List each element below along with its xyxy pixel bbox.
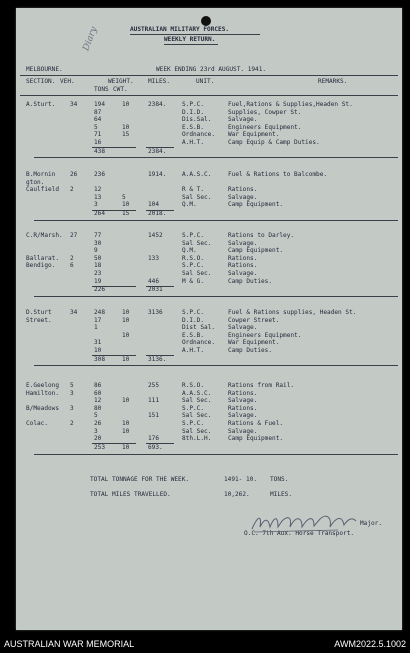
cell-section: D.Sturt [26,309,52,316]
cell-veh: 3 [70,404,74,412]
cell-veh: 3 [70,389,74,397]
col-section: SECTION. [26,78,56,85]
cell-cwt: 10 [122,101,130,108]
subtotal-miles: 3136. [148,355,167,363]
cell-remarks: War Equipment. [228,339,280,347]
return-title: WEEKLY RETURN. [164,36,216,43]
archive-footer [0,636,410,653]
subtotal-cwt: 10 [122,444,130,451]
cell-unit: Ordnance. [182,131,216,139]
cell-remarks: Rations & Fuel. [228,420,284,427]
cell-unit: Q.M. [182,247,197,255]
cell-unit: S.P.C. [182,309,205,316]
cell-remarks: War Equipment. [228,131,280,139]
handwritten-signature [248,511,360,535]
subtotal-tons: 264 [94,210,106,218]
cell-tons: 194 [94,101,106,108]
subtotal-miles: 2384. [148,147,167,155]
cell-tons: 18 [94,262,102,270]
cell-unit: Dist Sal. [182,324,216,332]
cell-tons: 9 [94,247,98,255]
cell-remarks: Salvage. [228,412,258,420]
cell-miles: 3136 [148,309,163,316]
cell-tons: 23 [94,270,102,277]
cell-tons: 236 [94,171,106,178]
document-page [16,8,402,630]
cell-remarks: Supplies, Cowper St. [228,108,302,116]
cell-unit: A.A.S.C. [182,171,212,178]
cell-veh: 26 [70,171,78,178]
cell-unit: A.A.S.C. [182,389,212,397]
cell-cwt: 10 [122,309,130,316]
cell-remarks: Salvage. [228,239,258,247]
cell-remarks: Camp Equip & Camp Duties. [228,139,320,146]
cell-unit: D.I.D. [182,108,205,116]
cell-remarks: Rations. [228,254,258,262]
cell-cwt: 15 [122,131,130,139]
cell-remarks: Fuel,Rations & Supplies,Headen St. [228,101,353,108]
total-miles-label: TOTAL MILES TRAVELLED. [90,491,171,498]
cell-remarks: Camp Duties. [228,277,273,285]
cell-tons: 5 [94,123,98,131]
org-heading: AUSTRALIAN MILITARY FORCES. [130,26,230,33]
subtotal-cwt: 15 [122,210,130,218]
cell-cwt: 10 [122,201,130,209]
cell-veh: 34 [70,101,78,108]
cell-tons: 13 [94,193,102,201]
cell-miles: 1452 [148,232,163,239]
header-rule [20,75,398,76]
cell-tons: 5 [94,412,98,420]
cell-section: Bendigo. [26,262,56,270]
col-unit: UNIT. [196,78,215,85]
cell-section: E.Geelong [26,382,60,389]
cell-unit: Q.M. [182,201,197,209]
cell-tons: 19 [94,277,102,285]
cell-unit: E.S.B. [182,123,205,131]
cell-unit: 8th.L.H. [182,435,212,443]
total-tonnage-value: 1491- 10. [224,476,258,483]
cell-tons: 64 [94,116,102,124]
col-weight: WEIGHT. [108,78,134,85]
cell-cwt: 10 [122,331,130,339]
col-veh: VEH. [60,78,75,85]
cell-tons: 26 [94,420,102,427]
cell-veh: 2 [70,186,74,194]
cell-tons: 10 [94,347,102,354]
section-divider [34,157,398,158]
cell-unit: S.P.C. [182,404,205,412]
cell-tons: 86 [94,382,102,389]
cell-miles: 2384. [148,101,167,108]
cell-unit: D.I.D. [182,316,205,324]
cell-section: C.R/Marsh. [26,232,63,239]
cell-miles: 446 [148,277,160,285]
total-tonnage-label: TOTAL TONNAGE FOR THE WEEK. [90,476,190,483]
cell-cwt: 10 [122,316,130,324]
cell-remarks: Rations. [228,262,258,270]
cell-remarks: Engineers Equipment. [228,331,302,339]
cell-unit: Sal Sec. [182,427,212,435]
cell-unit: M & G. [182,277,205,285]
cell-remarks: Camp Equipment. [228,201,284,209]
subtotal-miles: 2018. [148,210,167,218]
cell-remarks: Salvage. [228,116,258,124]
cell-miles: 104 [148,201,160,209]
cell-miles: 111 [148,397,160,405]
cell-remarks: Salvage. [228,427,258,435]
cell-unit: S.P.C. [182,420,205,427]
cell-unit: S.P.C. [182,101,205,108]
cell-tons: 17 [94,316,102,324]
location: MELBOURNE. [26,66,63,73]
cell-unit: Sal Sec. [182,412,212,420]
cell-remarks: Cowper Street. [228,316,280,324]
cell-unit: R.S.O. [182,254,205,262]
cell-miles: 1914. [148,171,167,178]
section-divider [34,296,398,297]
cell-remarks: Salvage. [228,397,258,405]
cell-remarks: Rations to Darley. [228,232,295,239]
cell-remarks: Rations. [228,404,258,412]
section-divider [34,220,398,221]
cell-tons: 77 [94,232,102,239]
footer-institution: AUSTRALIAN WAR MEMORIAL [4,639,135,649]
cell-unit: S.P.C. [182,262,205,270]
cell-tons: 50 [94,254,102,262]
cell-tons: 12 [94,397,102,405]
cell-tons: 71 [94,131,102,139]
cell-tons: 12 [94,186,102,194]
subtotal-tons: 226 [94,286,106,294]
cell-cwt: 10 [122,123,130,131]
cell-tons: 20 [94,435,102,443]
subtotal-tons: 253 [94,444,106,451]
cell-cwt: 5 [122,193,126,201]
cell-veh: 34 [70,309,78,316]
cell-unit: Ordnance. [182,339,216,347]
subtotal-tons: 308 [94,355,106,363]
cell-remarks: Camp Duties. [228,347,273,354]
cell-remarks: Rations. [228,186,258,194]
cell-remarks: Salvage. [228,324,258,332]
section-divider [34,365,398,366]
cell-veh: 2 [70,254,74,262]
cell-miles: 133 [148,254,160,262]
total-tonnage-unit: TONS. [270,476,289,483]
cell-unit: S.P.C. [182,232,205,239]
cell-remarks: Engineers Equipment. [228,123,302,131]
cell-section: Street. [26,316,52,324]
cell-section: B.Mornin [26,171,56,178]
cell-unit: A.H.T. [182,139,205,146]
title-underline [164,44,218,45]
cell-unit: R & T. [182,186,205,194]
cell-tons: 60 [94,389,102,397]
cell-remarks: Fuel & Rations supplies, Headen St. [228,309,357,316]
pencil-note: Diary [81,25,100,53]
col-remarks: REMARKS. [318,78,348,85]
col-miles: MILES. [148,78,171,85]
cell-unit: Sal Sec. [182,239,212,247]
cell-cwt: 10 [122,427,130,435]
punch-hole [201,16,211,26]
total-miles-unit: MILES. [270,491,293,498]
cell-section: B/Meadows [26,404,60,412]
cell-tons: 31 [94,339,102,347]
subtotal-miles: 2031 [148,286,163,294]
cell-unit: Sal Sec. [182,397,212,405]
subtotal-miles: 693. [148,444,163,451]
cell-section: gton. [26,178,45,186]
footer-accession: AWM2022.5.1002 [334,639,406,649]
cell-tons: 3 [94,427,98,435]
cell-tons: 80 [94,404,102,412]
cell-cwt: 10 [122,397,130,405]
signer-rank: Major. [360,520,383,527]
cell-section: Caulfield [26,186,60,194]
cell-remarks: Fuel & Rations to Balcombe. [228,171,328,178]
cell-tons: 30 [94,239,102,247]
subtotal-cwt: 10 [122,355,130,363]
cell-tons: 1 [94,324,98,332]
cell-unit: R.S.O. [182,382,205,389]
cell-miles: 255 [148,382,160,389]
signer-title: O.C. 7th Aux. Horse Transport. [244,530,355,537]
col-cwt: CWT. [113,86,128,93]
column-rule [20,95,398,96]
cell-veh: 5 [70,382,74,389]
cell-section: Hamilton. [26,389,60,397]
cell-tons: 16 [94,139,102,146]
cell-tons: 248 [94,309,106,316]
section-divider [34,454,398,455]
cell-unit: Sal Sec. [182,270,212,277]
cell-tons: 87 [94,108,102,116]
cell-section: A.Sturt. [26,101,56,108]
cell-veh: 27 [70,232,78,239]
cell-unit: Sal Sec. [182,193,212,201]
subtotal-tons: 438 [94,147,106,155]
total-miles-value: 10,262. [224,491,250,498]
cell-remarks: Salvage. [228,193,258,201]
cell-section: Colac. [26,420,49,427]
cell-unit: Dis.Sal. [182,116,212,124]
cell-veh: 6 [70,262,74,270]
cell-remarks: Rations from Rail. [228,382,295,389]
cell-remarks: Camp Equipment. [228,247,284,255]
org-underline [130,34,260,35]
cell-miles: 151 [148,412,160,420]
cell-miles: 176 [148,435,160,443]
cell-remarks: Rations. [228,389,258,397]
cell-tons: 3 [94,201,98,209]
cell-unit: E.S.B. [182,331,205,339]
col-tons: TONS [94,86,109,93]
cell-cwt: 10 [122,420,130,427]
week-ending: WEEK ENDING 23rd AUGUST. 1941. [156,66,267,73]
cell-remarks: Salvage. [228,270,258,277]
cell-unit: A.H.T. [182,347,205,354]
cell-veh: 2 [70,420,74,427]
cell-section: Ballarat. [26,254,60,262]
cell-remarks: Camp Equipment. [228,435,284,443]
